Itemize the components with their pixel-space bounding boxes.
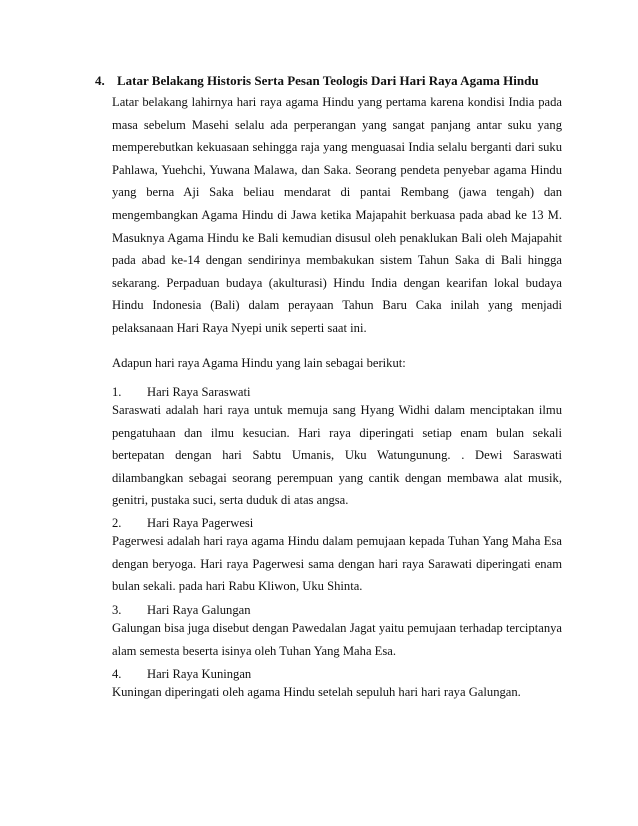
list-item-paragraph: Galungan bisa juga disebut dengan Pawedalan Jagat yaitu pemujaan terhadap terciptanya alam semesta beserta isinya oleh Tuhan Yang Maha Esa. bbox=[112, 621, 562, 658]
list-item-paragraph: Pagerwesi adalah hari raya agama Hindu dalam pemujaan kepada Tuhan Yang Maha Esa dengan beryoga. Hari raya Pagerwesi sama dengan hari raya Sarawati diperingati enam bulan sekali. pada hari Rabu Kliwon, Uku Shinta. bbox=[112, 534, 562, 594]
section-number: 4. bbox=[95, 73, 105, 88]
intro-paragraph: Latar belakang lahirnya hari raya agama Hindu yang pertama karena kondisi India pada masa sebelum Masehi selalu ada perperangan yang sangat panjang antar suku yang memperebutkan kekuasaan sehingga raja yang menguasai India selalu berganti dari suku Pahlawa, Yuehchi, Yuwana Malawa, dan Saka. Seorang pendeta penyebar agama Hindu yang berna Aji Saka beliau mendarat di pantai Rembang (jawa tengah) dan mengembangkan Agama Hindu di Jawa ketika Majapahit berkuasa pada abad ke 13 M. Masuknya Agama Hindu ke Bali kemudian disusul oleh penaklukan Bali oleh Majapahit pada abad ke-14 dengan sendirinya membakukan sistem Tahun Saka di Bali hingga sekarang. Perpaduan budaya (akulturasi) Hindu India dengan kearifan lokal budaya Hindu Indonesia (Bali) dalam perayaan Tahun Baru Caka inilah yang menjadi pelaksanaan Hari Raya Nyepi unik seperti saat ini. bbox=[112, 95, 562, 335]
list-item-title: Hari Raya Galungan bbox=[147, 603, 251, 617]
list-intro-paragraph: Adapun hari raya Agama Hindu yang lain sebagai berikut: bbox=[112, 356, 406, 370]
list-item-number: 2. bbox=[112, 516, 122, 530]
list-item-number: 1. bbox=[112, 385, 122, 399]
list-item-paragraph: Saraswati adalah hari raya untuk memuja sang Hyang Widhi dalam menciptakan ilmu pengatuhaan dan ilmu kesucian. Hari raya diperingati setiap enam bulan sekali bertepatan dengan hari Sabtu Umanis, Uku Watungunung. . Dewi Saraswati dilambangkan sebagai seorang perempuan yang cantik dengan membawa alat musik, genitri, pustaka suci, serta duduk di atas angsa. bbox=[112, 403, 562, 508]
section-heading bbox=[95, 73, 565, 89]
list-item-number: 4. bbox=[112, 667, 122, 681]
list-item-title: Hari Raya Saraswati bbox=[147, 385, 251, 399]
list-item-paragraph: Kuningan diperingati oleh agama Hindu setelah sepuluh hari hari raya Galungan. bbox=[112, 685, 521, 699]
list-item-title: Hari Raya Pagerwesi bbox=[147, 516, 254, 530]
list-item-title: Hari Raya Kuningan bbox=[147, 667, 252, 681]
list-item-number: 3. bbox=[112, 603, 122, 617]
section-title: Latar Belakang Historis Serta Pesan Teologis Dari Hari Raya Agama Hindu bbox=[117, 73, 539, 88]
